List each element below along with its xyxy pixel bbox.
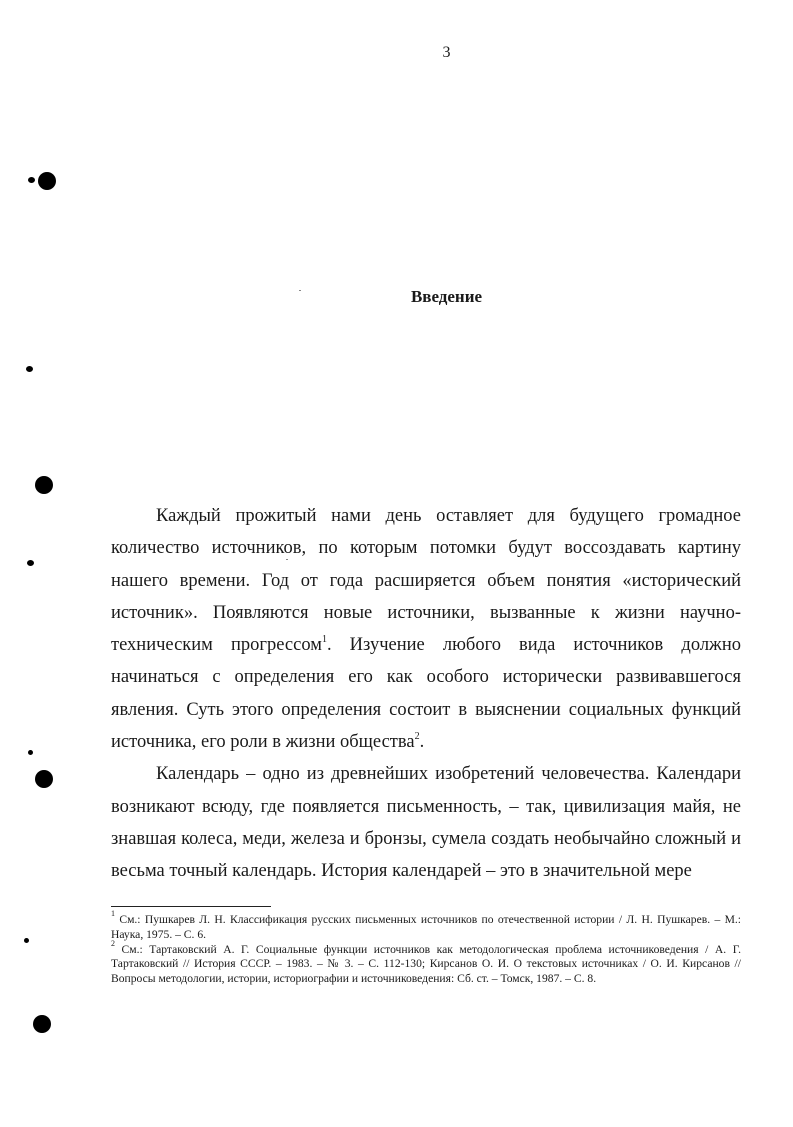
scan-speck <box>286 559 288 560</box>
scan-mark <box>27 560 34 566</box>
paragraph-1-part-1: Каждый прожитый нами день оставляет для будущего громадное количество источников, по которым потомки будут воссоздавать картину нашего времени. Год от года расширяется объем понятия «исторический источник». Появляются новые источники, вызванные к жизни научно-техническим прогрессом <box>111 506 741 656</box>
paragraph-1 <box>111 500 741 758</box>
footnote-divider <box>111 906 271 907</box>
binder-hole-mark <box>35 476 53 494</box>
scan-mark <box>28 750 33 755</box>
footnotes <box>111 909 741 987</box>
footnote-marker-2: 2 <box>111 938 115 948</box>
scan-mark <box>28 177 35 183</box>
binder-hole-mark <box>33 1015 51 1033</box>
footnote-ref-2: 2 <box>414 730 420 742</box>
binder-hole-mark <box>35 770 53 788</box>
footnote-marker-1: 1 <box>111 909 115 919</box>
footnote-text-1: См.: Пушкарев Л. Н. Классификация русских письменных источников по отечественной истории / Л. Н. Пушкарев. – М.: Наука, 1975. – С. 6. <box>111 913 741 941</box>
footnote-text-2: См.: Тартаковский А. Г. Социальные функции источников как методологическая проблема источниковедения / А. Г. Тартаковский // История СССР. – 1983. – № 3. – С. 112-130; Кирсанов О. И. О текстовых источниках / О. И. Кирсанов // Вопросы методологии, истории, историографии и источниковедения: Сб. ст. – Томск, 1987. – С. 8. <box>111 942 741 986</box>
scan-mark <box>26 366 33 372</box>
section-heading: Введение <box>410 287 483 306</box>
paragraph-1-part-2: . Изучение любого вида источников должно начинаться с определения его как особого исторически развивавшегося явления. Суть этого определения состоит в выяснении социальных функций источника, его роли в жизни общества <box>111 635 741 753</box>
scan-mark <box>24 938 29 943</box>
footnote-2 <box>111 938 741 987</box>
footnote-ref-1: 1 <box>321 634 327 646</box>
scan-speck <box>299 290 301 291</box>
footnote-1 <box>111 909 741 943</box>
binder-hole-mark <box>38 172 56 190</box>
paragraph-2: Календарь – одно из древнейших изобретений человечества. Календари возникают всюду, где появляется письменность, – так, цивилизация майя, не знавшая колеса, меди, железа и бронзы, сумела создать необычайно сложный и весьма точный календарь. История календарей – это в значительной мере <box>111 764 741 882</box>
page-number: 3 <box>442 44 451 61</box>
body-text <box>111 500 741 888</box>
paragraph-1-part-3: . <box>419 732 425 753</box>
